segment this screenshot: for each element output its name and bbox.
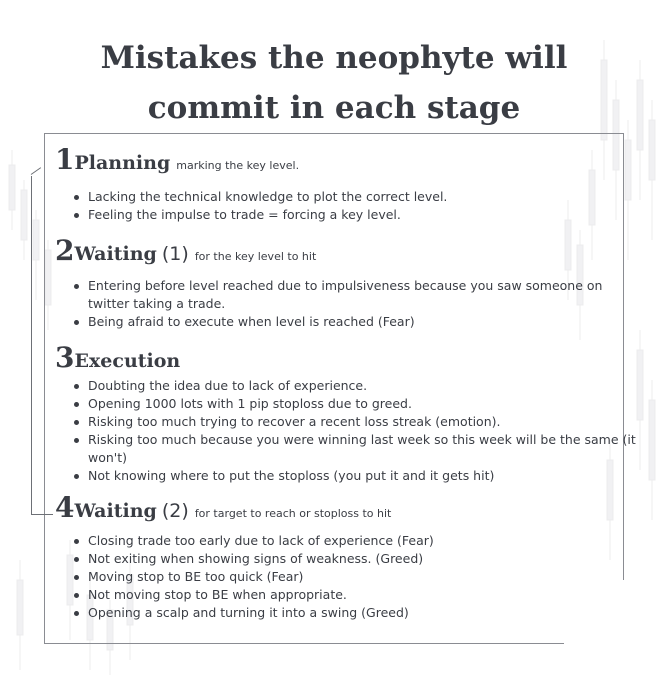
list-item: Not exiting when showing signs of weakness. (Greed) [72, 550, 434, 568]
cycle-bracket-vertical [31, 176, 32, 514]
stage-3-list [72, 377, 636, 485]
stage-4-list [72, 532, 434, 622]
stage-number: 2 [55, 234, 75, 267]
stage-paren: (2) [161, 500, 189, 522]
stage-note: marking the key level. [176, 159, 300, 172]
list-item: Risking too much trying to recover a recent loss streak (emotion). [72, 413, 636, 431]
list-item: Lacking the technical knowledge to plot the correct level. [72, 188, 447, 206]
list-item: Opening 1000 lots with 1 pip stoploss due to greed. [72, 395, 636, 413]
stage-paren: (1) [161, 243, 189, 265]
list-item-continuation: won't) [88, 450, 128, 465]
stage-2-heading [55, 236, 316, 266]
list-item: Not knowing where to put the stoploss (you put it and it gets hit) [72, 467, 636, 485]
list-item: Feeling the impulse to trade = forcing a key level. [72, 206, 447, 224]
stage-1-list [72, 188, 447, 224]
stage-number: 4 [55, 491, 75, 524]
stage-number: 1 [55, 143, 75, 176]
stage-3-heading [55, 343, 180, 373]
stage-number: 3 [55, 341, 75, 374]
stage-note: for the key level to hit [194, 250, 317, 263]
stage-1-heading [55, 145, 299, 175]
list-item: Moving stop to BE too quick (Fear) [72, 568, 434, 586]
list-item: Doubting the idea due to lack of experience. [72, 377, 636, 395]
stage-name: Waiting [74, 243, 157, 265]
list-item: Risking too much because you were winning last week so this week will be the same (it [72, 431, 636, 449]
frame-right-line [623, 133, 624, 580]
list-item: Opening a scalp and turning it into a swing (Greed) [72, 604, 434, 622]
stage-name: Execution [74, 350, 181, 372]
cycle-bracket-horizontal [31, 514, 53, 515]
stage-2-list [72, 277, 602, 331]
stage-4-heading [55, 493, 391, 523]
stage-name: Planning [74, 152, 171, 174]
frame-left-line [44, 133, 45, 643]
list-item-continuation: twitter taking a trade. [88, 296, 226, 311]
frame-bottom-line [44, 643, 564, 644]
frame-top-line [44, 133, 624, 134]
list-item: Closing trade too early due to lack of experience (Fear) [72, 532, 434, 550]
list-item: Entering before level reached due to impulsiveness because you saw someone on [72, 277, 602, 295]
list-item: Being afraid to execute when level is reached (Fear) [72, 313, 602, 331]
page-title-line-2: commit in each stage [147, 90, 521, 126]
page-title-line-1: Mistakes the neophyte will [100, 40, 568, 76]
stage-name: Waiting [74, 500, 157, 522]
stage-note: for target to reach or stoploss to hit [194, 507, 392, 520]
list-item: Not moving stop to BE when appropriate. [72, 586, 434, 604]
